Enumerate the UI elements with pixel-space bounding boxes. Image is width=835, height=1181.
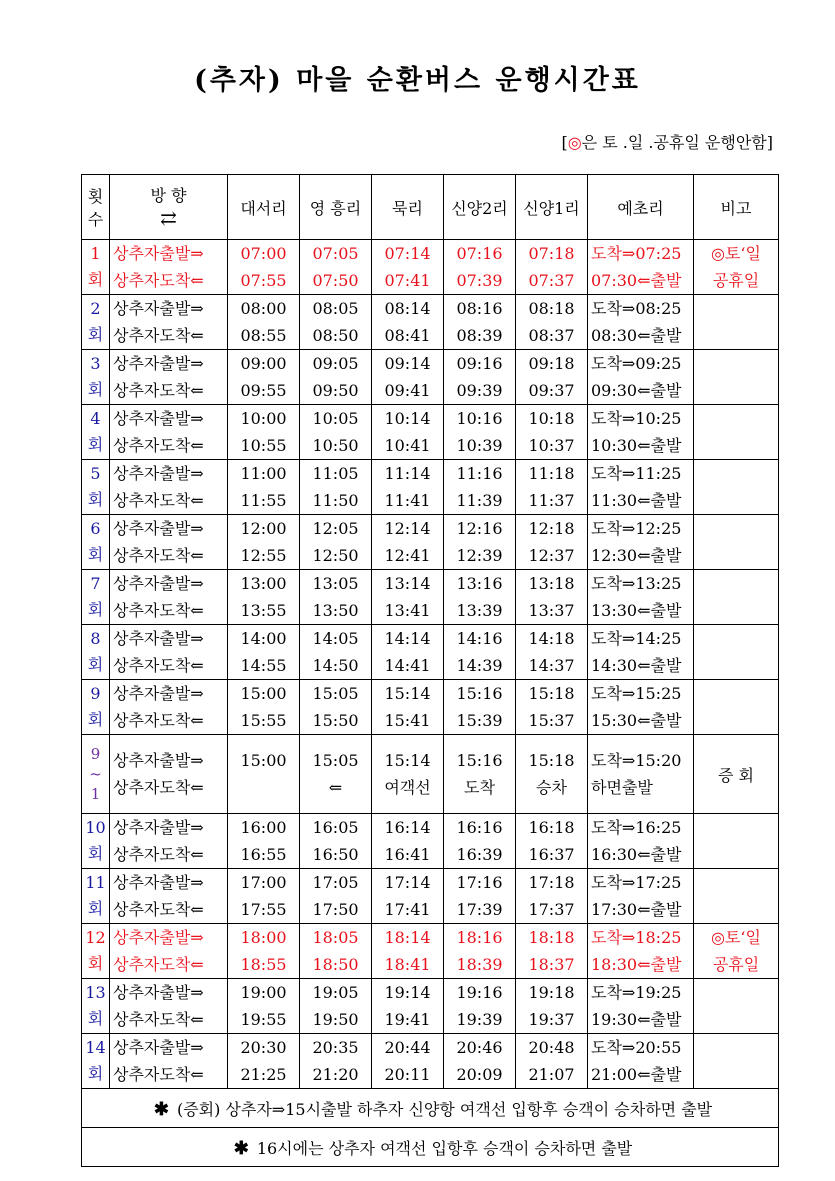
- remark-cell: 증 회: [694, 735, 779, 814]
- table-row: [82, 625, 779, 680]
- header-remark: 비고: [694, 175, 779, 240]
- header-stop: 예초리: [588, 175, 694, 240]
- round-number: 9 회: [82, 680, 110, 735]
- time-cell: 도착⇒19:25 19:30⇐출발: [588, 979, 694, 1034]
- timetable: [81, 174, 779, 1167]
- remark-cell: [694, 979, 779, 1034]
- time-cell: 19:05 19:50: [300, 979, 372, 1034]
- header-stop: 신양2리: [444, 175, 516, 240]
- time-cell: 08:16 08:39: [444, 295, 516, 350]
- time-cell: 07:18 07:37: [516, 240, 588, 295]
- time-cell: 13:05 13:50: [300, 570, 372, 625]
- time-cell: 18:16 18:39: [444, 924, 516, 979]
- time-cell: 07:16 07:39: [444, 240, 516, 295]
- time-cell: 15:05 15:50: [300, 680, 372, 735]
- time-cell: 11:14 11:41: [372, 460, 444, 515]
- table-row: [82, 515, 779, 570]
- table-row: [82, 979, 779, 1034]
- time-cell: 20:48 21:07: [516, 1034, 588, 1089]
- time-cell: 도착⇒18:25 18:30⇐출발: [588, 924, 694, 979]
- header-stop: 묵리: [372, 175, 444, 240]
- time-cell: 20:46 20:09: [444, 1034, 516, 1089]
- special-row: [82, 735, 779, 814]
- direction-cell: 상추자출발⇒ 상추자도착⇐: [110, 570, 228, 625]
- time-cell: 20:44 20:11: [372, 1034, 444, 1089]
- notice: [561, 130, 773, 153]
- time-cell: 09:00 09:55: [228, 350, 300, 405]
- time-cell: 13:16 13:39: [444, 570, 516, 625]
- table-row: [82, 924, 779, 979]
- time-cell: 15:05 ⇐: [300, 735, 372, 814]
- time-cell: 18:18 18:37: [516, 924, 588, 979]
- table-row: [82, 240, 779, 295]
- time-cell: 09:16 09:39: [444, 350, 516, 405]
- asterisk-icon: ✱: [153, 1098, 169, 1120]
- direction-cell: 상추자출발⇒ 상추자도착⇐: [110, 680, 228, 735]
- time-cell: 16:16 16:39: [444, 814, 516, 869]
- direction-cell: 상추자출발⇒ 상추자도착⇐: [110, 625, 228, 680]
- notice-open: [: [561, 133, 568, 152]
- remark-cell: [694, 570, 779, 625]
- remark-row: [82, 1089, 779, 1128]
- time-cell: 15:00 15:55: [228, 680, 300, 735]
- round-number: 12 회: [82, 924, 110, 979]
- round-number: 7 회: [82, 570, 110, 625]
- time-cell: 14:18 14:37: [516, 625, 588, 680]
- time-cell: 15:18 승차: [516, 735, 588, 814]
- time-cell: 12:00 12:55: [228, 515, 300, 570]
- direction-cell: 상추자출발⇒ 상추자도착⇐: [110, 515, 228, 570]
- page-title: (추자) 마을 순환버스 운행시간표: [194, 65, 641, 96]
- direction-cell: 상추자출발⇒ 상추자도착⇐: [110, 240, 228, 295]
- time-cell: 도착⇒10:25 10:30⇐출발: [588, 405, 694, 460]
- time-cell: 15:00: [228, 735, 300, 814]
- direction-cell: 상추자출발⇒ 상추자도착⇐: [110, 814, 228, 869]
- time-cell: 12:05 12:50: [300, 515, 372, 570]
- time-cell: 08:18 08:37: [516, 295, 588, 350]
- round-number: 14 회: [82, 1034, 110, 1089]
- header-round: 횟 수: [82, 175, 110, 240]
- header-stop: 대서리: [228, 175, 300, 240]
- time-cell: 13:00 13:55: [228, 570, 300, 625]
- round-number: 9 ~ 1: [82, 735, 110, 814]
- table-row: [82, 814, 779, 869]
- time-cell: 08:00 08:55: [228, 295, 300, 350]
- time-cell: 10:16 10:39: [444, 405, 516, 460]
- round-number: 10 회: [82, 814, 110, 869]
- time-cell: 17:14 17:41: [372, 869, 444, 924]
- remark-cell: [694, 350, 779, 405]
- remark-cell: [694, 680, 779, 735]
- round-number: 5 회: [82, 460, 110, 515]
- round-number: 2 회: [82, 295, 110, 350]
- time-cell: 도착⇒20:55 21:00⇐출발: [588, 1034, 694, 1089]
- remark-cell: [694, 295, 779, 350]
- direction-cell: 상추자출발⇒ 상추자도착⇐: [110, 735, 228, 814]
- time-cell: 16:18 16:37: [516, 814, 588, 869]
- time-cell: 15:16 15:39: [444, 680, 516, 735]
- time-cell: 도착⇒16:25 16:30⇐출발: [588, 814, 694, 869]
- table-row: [82, 680, 779, 735]
- time-cell: 도착⇒15:20 하면출발: [588, 735, 694, 814]
- direction-cell: 상추자출발⇒ 상추자도착⇐: [110, 405, 228, 460]
- time-cell: 도착⇒17:25 17:30⇐출발: [588, 869, 694, 924]
- header-stop: 영 흥리: [300, 175, 372, 240]
- time-cell: 17:16 17:39: [444, 869, 516, 924]
- time-cell: 08:05 08:50: [300, 295, 372, 350]
- time-cell: 도착⇒14:25 14:30⇐출발: [588, 625, 694, 680]
- time-cell: 12:18 12:37: [516, 515, 588, 570]
- direction-cell: 상추자출발⇒ 상추자도착⇐: [110, 460, 228, 515]
- time-cell: 15:18 15:37: [516, 680, 588, 735]
- time-cell: 07:00 07:55: [228, 240, 300, 295]
- time-cell: 도착⇒12:25 12:30⇐출발: [588, 515, 694, 570]
- time-cell: 14:16 14:39: [444, 625, 516, 680]
- time-cell: 11:18 11:37: [516, 460, 588, 515]
- time-cell: 13:14 13:41: [372, 570, 444, 625]
- time-cell: 도착⇒07:25 07:30⇐출발: [588, 240, 694, 295]
- time-cell: 도착⇒09:25 09:30⇐출발: [588, 350, 694, 405]
- time-cell: 18:00 18:55: [228, 924, 300, 979]
- time-cell: 14:14 14:41: [372, 625, 444, 680]
- direction-cell: 상추자출발⇒ 상추자도착⇐: [110, 924, 228, 979]
- time-cell: 11:16 11:39: [444, 460, 516, 515]
- header-stop: 신양1리: [516, 175, 588, 240]
- remark-cell: [694, 515, 779, 570]
- time-cell: 19:18 19:37: [516, 979, 588, 1034]
- round-number: 6 회: [82, 515, 110, 570]
- remark-cell: [694, 1034, 779, 1089]
- time-cell: 09:14 09:41: [372, 350, 444, 405]
- time-cell: 08:14 08:41: [372, 295, 444, 350]
- remark-cell: ◎토‘일 공휴일: [694, 240, 779, 295]
- notice-text: 은 토 .일 .공휴일 운행안함]: [581, 133, 773, 152]
- footnote: ✱ 16시에는 상추자 여객선 입항후 승객이 승차하면 출발: [82, 1128, 779, 1167]
- time-cell: 16:00 16:55: [228, 814, 300, 869]
- remark-row: [82, 1128, 779, 1167]
- direction-cell: 상추자출발⇒ 상추자도착⇐: [110, 869, 228, 924]
- time-cell: 20:30 21:25: [228, 1034, 300, 1089]
- time-cell: 18:05 18:50: [300, 924, 372, 979]
- time-cell: 15:16 도착: [444, 735, 516, 814]
- footnote: ✱ (증회) 상추자⇒15시출발 하추자 신양항 여객선 입항후 승객이 승차하면 출발: [82, 1089, 779, 1128]
- time-cell: 10:00 10:55: [228, 405, 300, 460]
- table-row: [82, 869, 779, 924]
- time-cell: 07:14 07:41: [372, 240, 444, 295]
- table-row: [82, 570, 779, 625]
- time-cell: 16:05 16:50: [300, 814, 372, 869]
- round-number: 13 회: [82, 979, 110, 1034]
- time-cell: 도착⇒13:25 13:30⇐출발: [588, 570, 694, 625]
- time-cell: 17:00 17:55: [228, 869, 300, 924]
- time-cell: 12:14 12:41: [372, 515, 444, 570]
- time-cell: 14:00 14:55: [228, 625, 300, 680]
- time-cell: 19:14 19:41: [372, 979, 444, 1034]
- remark-cell: [694, 625, 779, 680]
- time-cell: 09:05 09:50: [300, 350, 372, 405]
- time-cell: 18:14 18:41: [372, 924, 444, 979]
- header-direction: 방 향 ⇄: [110, 175, 228, 240]
- direction-cell: 상추자출발⇒ 상추자도착⇐: [110, 295, 228, 350]
- time-cell: 15:14 15:41: [372, 680, 444, 735]
- time-cell: 도착⇒11:25 11:30⇐출발: [588, 460, 694, 515]
- round-number: 8 회: [82, 625, 110, 680]
- table-row: [82, 460, 779, 515]
- time-cell: 17:05 17:50: [300, 869, 372, 924]
- time-cell: 07:05 07:50: [300, 240, 372, 295]
- time-cell: 10:14 10:41: [372, 405, 444, 460]
- remark-cell: [694, 405, 779, 460]
- circle-mark-icon: ◎: [567, 133, 582, 152]
- remark-cell: [694, 814, 779, 869]
- remark-cell: [694, 460, 779, 515]
- time-cell: 09:18 09:37: [516, 350, 588, 405]
- remark-cell: ◎토‘일 공휴일: [694, 924, 779, 979]
- time-cell: 12:16 12:39: [444, 515, 516, 570]
- time-cell: 10:05 10:50: [300, 405, 372, 460]
- time-cell: 17:18 17:37: [516, 869, 588, 924]
- round-number: 1 회: [82, 240, 110, 295]
- time-cell: 19:00 19:55: [228, 979, 300, 1034]
- time-cell: 19:16 19:39: [444, 979, 516, 1034]
- time-cell: 16:14 16:41: [372, 814, 444, 869]
- direction-cell: 상추자출발⇒ 상추자도착⇐: [110, 350, 228, 405]
- time-cell: 14:05 14:50: [300, 625, 372, 680]
- time-cell: 15:14 여객선: [372, 735, 444, 814]
- round-number: 3 회: [82, 350, 110, 405]
- remark-cell: [694, 869, 779, 924]
- direction-cell: 상추자출발⇒ 상추자도착⇐: [110, 979, 228, 1034]
- table-row: [82, 405, 779, 460]
- table-row: [82, 295, 779, 350]
- time-cell: 13:18 13:37: [516, 570, 588, 625]
- swap-arrows-icon: ⇄: [160, 206, 177, 230]
- round-number: 4 회: [82, 405, 110, 460]
- time-cell: 도착⇒15:25 15:30⇐출발: [588, 680, 694, 735]
- asterisk-icon: ✱: [233, 1137, 249, 1159]
- round-number: 11 회: [82, 869, 110, 924]
- table-row: [82, 1034, 779, 1089]
- time-cell: 11:05 11:50: [300, 460, 372, 515]
- table-row: [82, 350, 779, 405]
- direction-cell: 상추자출발⇒ 상추자도착⇐: [110, 1034, 228, 1089]
- time-cell: 10:18 10:37: [516, 405, 588, 460]
- time-cell: 11:00 11:55: [228, 460, 300, 515]
- time-cell: 20:35 21:20: [300, 1034, 372, 1089]
- time-cell: 도착⇒08:25 08:30⇐출발: [588, 295, 694, 350]
